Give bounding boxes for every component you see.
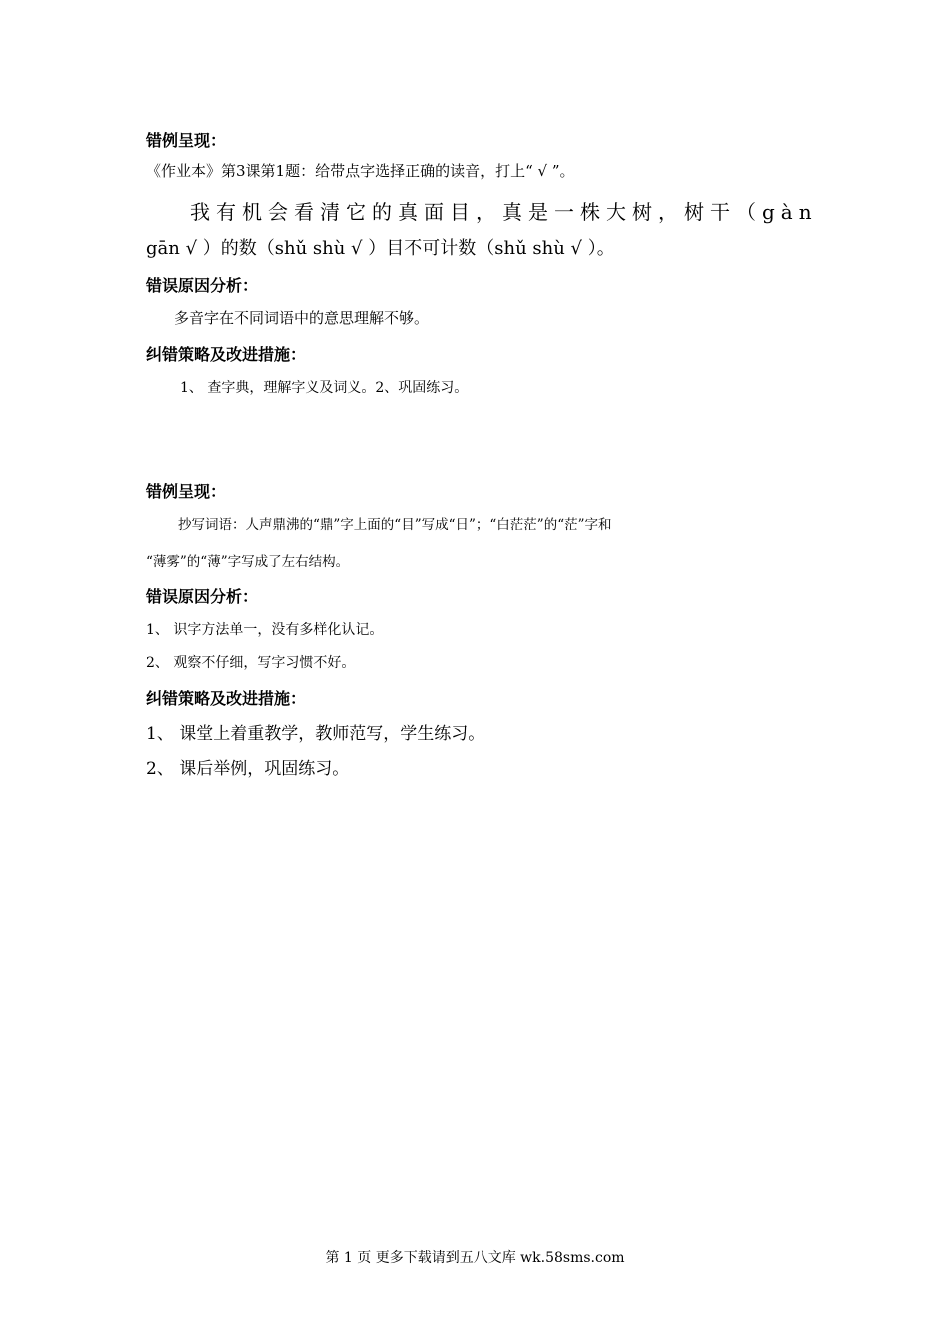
section1-example-line2: 我有机会看清它的真面目，真是一株大树，树干（gàn — [190, 200, 818, 224]
section2-reason-item2: 2、 观察不仔细，写字习惯不好。 — [146, 655, 356, 671]
section2-fix-item2: 2、 课后举例，巩固练习。 — [146, 759, 350, 779]
section2-fix-heading: 纠错策略及改进措施： — [146, 689, 307, 708]
section1-reason-heading: 错误原因分析： — [146, 276, 259, 295]
section2-reason-heading: 错误原因分析： — [146, 587, 259, 606]
page-footer: 第 1 页 更多下载请到五八文库 wk.58sms.com — [325, 1250, 625, 1266]
section1-fix-text: 1、 查字典，理解字义及词义。2、巩固练习。 — [180, 380, 469, 396]
section2-example-heading: 错例呈现： — [146, 482, 227, 501]
section1-fix-heading: 纠错策略及改进措施： — [146, 345, 307, 364]
section2-example-line1: 抄写词语：人声鼎沸的“鼎”字上面的“目”写成“日”；“白茫茫”的“茫”字和 — [178, 517, 612, 533]
section1-example-heading: 错例呈现： — [146, 131, 227, 150]
section2-example-line2: “薄雾”的“薄”字写成了左右结构。 — [146, 554, 350, 570]
section1-reason-text: 多音字在不同词语中的意思理解不够。 — [174, 309, 430, 327]
section1-example-line1: 《作业本》第3课第1题：给带点字选择正确的读音，打上“ √ ”。 — [146, 162, 575, 180]
section2-fix-item1: 1、 课堂上着重教学，教师范写，学生练习。 — [146, 724, 486, 744]
section1-example-line3: gān √ ）的数（shǔ shù √ ）目不可计数（shǔ shù √ ）。 — [146, 238, 615, 259]
section2-reason-item1: 1、 识字方法单一，没有多样化认记。 — [146, 622, 384, 638]
